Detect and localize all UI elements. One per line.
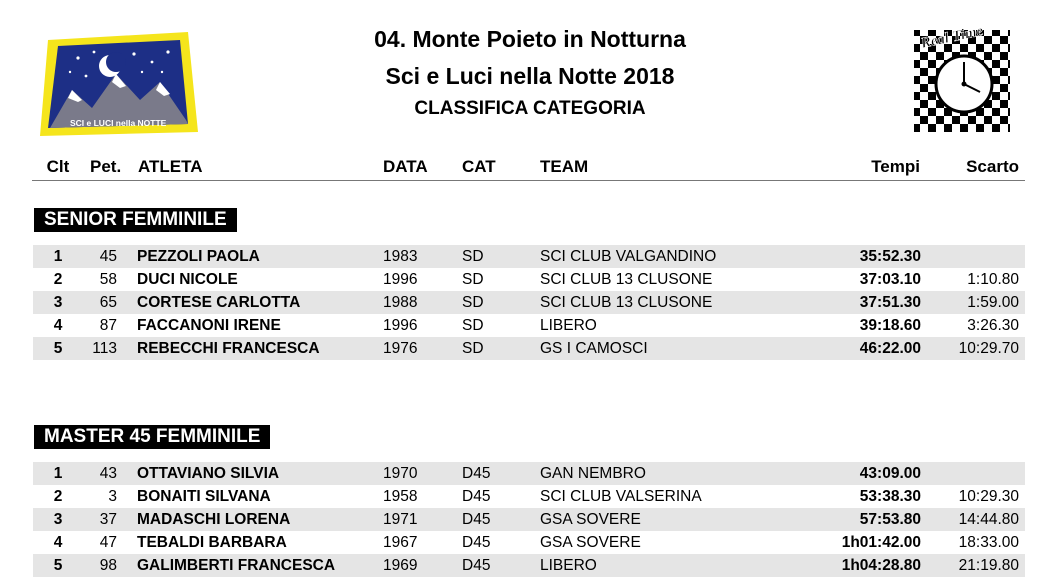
table-row	[33, 268, 1025, 291]
cell-data: 1969	[383, 557, 418, 574]
cell-team: SCI CLUB VALSERINA	[540, 488, 702, 505]
cell-cat: SD	[462, 317, 484, 334]
event-logo	[38, 28, 200, 140]
section-title: SENIOR FEMMINILE	[34, 208, 237, 232]
table-row	[33, 314, 1025, 337]
cell-data: 1958	[383, 488, 418, 505]
col-header-tempi: Tempi	[871, 157, 920, 176]
cell-tempi: 35:52.30	[859, 248, 921, 265]
cell-cat: D45	[462, 488, 491, 505]
cell-pet: 43	[99, 465, 117, 482]
cell-tempi: 37:51.30	[859, 294, 921, 311]
cell-team: LIBERO	[540, 317, 597, 334]
cell-atleta: DUCI NICOLE	[137, 271, 238, 288]
col-header-scarto: Scarto	[966, 157, 1019, 176]
cell-clt: 1	[53, 248, 63, 265]
cell-clt: 2	[53, 488, 63, 505]
cell-atleta: CORTESE CARLOTTA	[137, 294, 301, 311]
timing-logo	[912, 28, 1012, 134]
cell-tempi: 1h01:42.00	[841, 534, 921, 551]
section-title: MASTER 45 FEMMINILE	[34, 425, 270, 449]
cell-cat: SD	[462, 271, 484, 288]
cell-scarto: 14:44.80	[958, 511, 1019, 528]
col-header-data: DATA	[383, 157, 428, 176]
cell-clt: 3	[53, 511, 63, 528]
cell-scarto: 10:29.30	[958, 488, 1019, 505]
cell-tempi: 46:22.00	[859, 340, 921, 357]
cell-atleta: MADASCHI LORENA	[137, 511, 291, 528]
cell-data: 1988	[383, 294, 418, 311]
cell-tempi: 43:09.00	[859, 465, 921, 482]
cell-data: 1996	[383, 271, 418, 288]
cell-clt: 4	[53, 534, 63, 551]
cell-atleta: BONAITI SILVANA	[137, 488, 271, 505]
logo-real-time-text: Real Time	[919, 28, 985, 52]
document-heading: CLASSIFICA CATEGORIA	[414, 98, 646, 119]
table-row	[33, 554, 1025, 577]
cell-cat: SD	[462, 294, 484, 311]
table-row	[33, 337, 1025, 360]
cell-team: SCI CLUB 13 CLUSONE	[540, 271, 713, 288]
cell-pet: 65	[99, 294, 117, 311]
cell-team: GSA SOVERE	[540, 511, 641, 528]
cell-cat: D45	[462, 511, 491, 528]
cell-tempi: 1h04:28.80	[841, 557, 921, 574]
cell-scarto: 1:59.00	[967, 294, 1019, 311]
table-row	[33, 531, 1025, 554]
col-header-clt: Clt	[46, 157, 70, 176]
cell-tempi: 37:03.10	[859, 271, 921, 288]
col-header-cat: CAT	[462, 157, 496, 176]
cell-team: SCI CLUB VALGANDINO	[540, 248, 717, 265]
results-table	[33, 462, 1025, 577]
cell-team: GAN NEMBRO	[540, 465, 646, 482]
cell-clt: 1	[53, 465, 63, 482]
cell-pet: 58	[99, 271, 117, 288]
cell-data: 1976	[383, 340, 418, 357]
cell-tempi: 39:18.60	[859, 317, 921, 334]
table-row	[33, 462, 1025, 485]
cell-data: 1970	[383, 465, 418, 482]
table-row	[33, 485, 1025, 508]
cell-team: LIBERO	[540, 557, 597, 574]
cell-pet: 3	[108, 488, 117, 505]
header-divider	[32, 180, 1025, 181]
cell-team: SCI CLUB 13 CLUSONE	[540, 294, 713, 311]
results-table	[33, 245, 1025, 360]
cell-pet: 87	[99, 317, 117, 334]
cell-atleta: OTTAVIANO SILVIA	[137, 465, 280, 482]
cell-data: 1983	[383, 248, 418, 265]
cell-tempi: 53:38.30	[859, 488, 921, 505]
cell-clt: 2	[53, 271, 63, 288]
cell-tempi: 57:53.80	[859, 511, 921, 528]
cell-data: 1971	[383, 511, 418, 528]
cell-scarto: 3:26.30	[967, 317, 1019, 334]
cell-scarto: 21:19.80	[958, 557, 1019, 574]
cell-clt: 5	[53, 557, 63, 574]
cell-atleta: PEZZOLI PAOLA	[137, 248, 260, 265]
document-subtitle: Sci e Luci nella Notte 2018	[385, 63, 675, 89]
col-header-atleta: ATLETA	[138, 157, 203, 176]
cell-cat: D45	[462, 465, 491, 482]
cell-data: 1996	[383, 317, 418, 334]
cell-atleta: TEBALDI BARBARA	[137, 534, 287, 551]
cell-cat: SD	[462, 248, 484, 265]
cell-team: GS I CAMOSCI	[540, 340, 648, 357]
table-row	[33, 508, 1025, 531]
cell-scarto: 1:10.80	[967, 271, 1019, 288]
table-row	[33, 245, 1025, 268]
logo-text: SCI e LUCI nella NOTTE	[70, 118, 167, 128]
cell-pet: 45	[99, 248, 117, 265]
table-row	[33, 291, 1025, 314]
cell-cat: D45	[462, 557, 491, 574]
cell-atleta: REBECCHI FRANCESCA	[137, 340, 320, 357]
cell-scarto: 18:33.00	[958, 534, 1019, 551]
cell-pet: 98	[99, 557, 117, 574]
cell-pet: 47	[99, 534, 117, 551]
col-header-pet: Pet.	[90, 157, 122, 176]
cell-scarto: 10:29.70	[958, 340, 1019, 357]
document-title: 04. Monte Poieto in Notturna	[374, 26, 686, 52]
cell-atleta: GALIMBERTI FRANCESCA	[137, 557, 336, 574]
cell-pet: 113	[92, 340, 117, 357]
cell-data: 1967	[383, 534, 418, 551]
cell-clt: 4	[53, 317, 63, 334]
cell-clt: 3	[53, 294, 63, 311]
cell-team: GSA SOVERE	[540, 534, 641, 551]
cell-cat: D45	[462, 534, 491, 551]
col-header-team: TEAM	[540, 157, 589, 176]
cell-pet: 37	[99, 511, 117, 528]
cell-atleta: FACCANONI IRENE	[137, 317, 281, 334]
cell-cat: SD	[462, 340, 484, 357]
cell-clt: 5	[53, 340, 63, 357]
